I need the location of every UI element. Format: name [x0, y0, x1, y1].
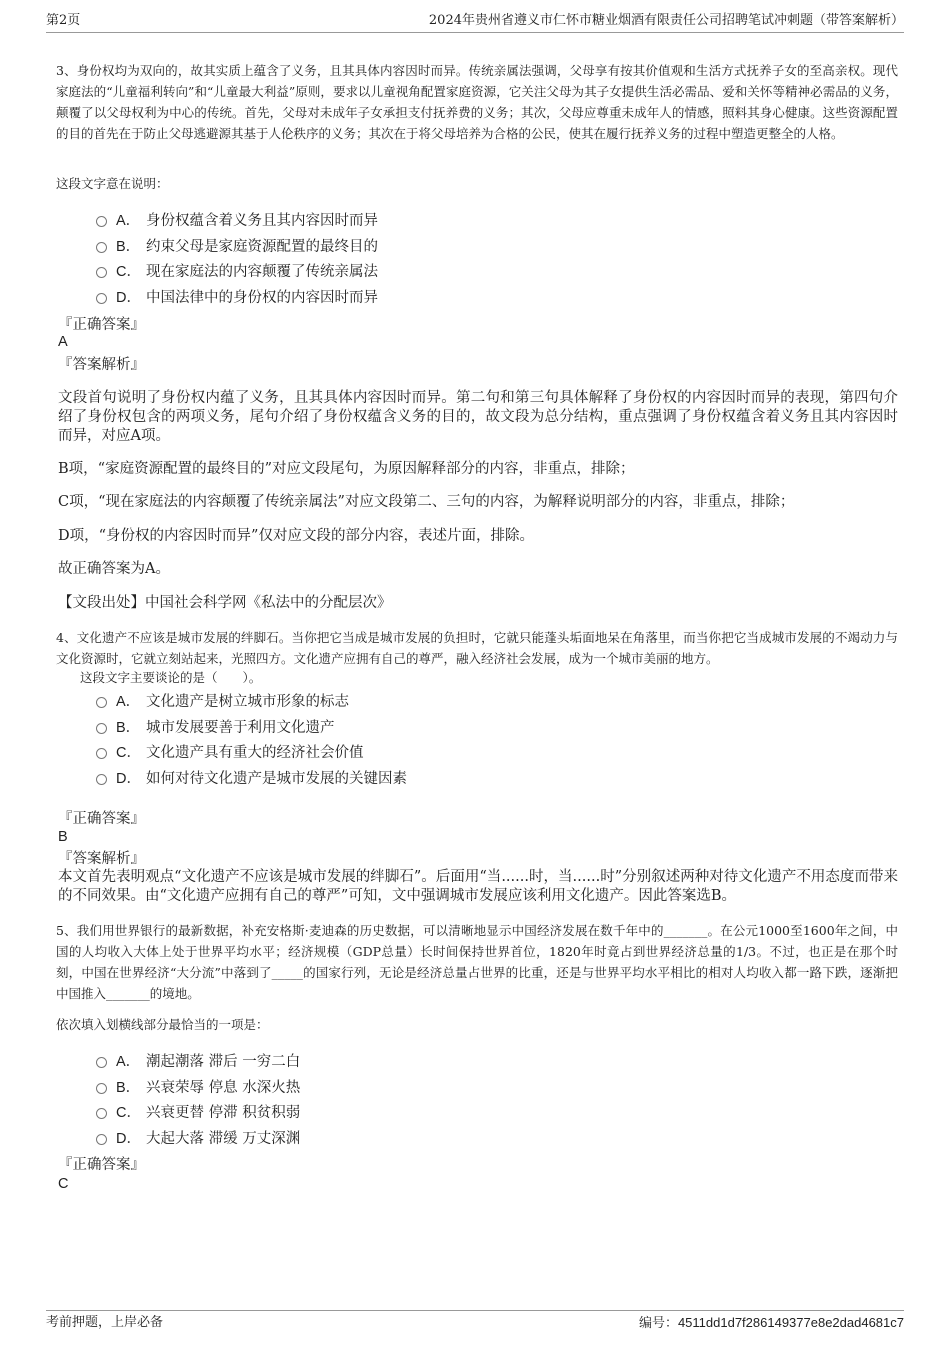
answer-value: B: [58, 829, 68, 845]
radio-icon[interactable]: [96, 293, 107, 304]
question-3-options: [96, 207, 378, 309]
radio-icon[interactable]: [96, 267, 107, 278]
radio-icon[interactable]: [96, 774, 107, 785]
question-5-text: 5、我们用世界银行的最新数据，补充安格斯·麦迪森的历史数据，可以清晰地显示中国经济发展在数千年中的_______。在公元1000至1600年之间，中国的人均收入大体上处于世界平均水平；经济规模（GDP总量）长时间保持世界首位，1820年时竟占到世界经济总量的1/3。不过，也正是在那个时刻，中国在世界经济“大分流”中落到了_____的国家行列，无论是经济总量占世界的比重，还是与世界平均水平相比的相对人均收入都一路下跌，逐渐把中国推入_______的境地。: [56, 923, 898, 1001]
question-5-prompt: 依次填入划横线部分最恰当的一项是：: [56, 1017, 269, 1032]
question-4-prompt: 这段文字主要谈论的是（ ）。: [80, 670, 262, 685]
option-a[interactable]: A． 文化遗产是树立城市形象的标志: [96, 688, 407, 714]
analysis-paragraph: B项，“家庭资源配置的最终目的”对应文段尾句，为原因解释部分的内容，非重点，排除；: [58, 461, 635, 477]
option-d[interactable]: D． 大起大落 滞缓 万丈深渊: [96, 1125, 300, 1151]
question-5-options: [96, 1048, 300, 1150]
radio-icon[interactable]: [96, 1108, 107, 1119]
radio-icon[interactable]: [96, 723, 107, 734]
option-a[interactable]: A． 潮起潮落 滞后 一穷二白: [96, 1048, 300, 1074]
answer-label: 『正确答案』: [58, 317, 145, 333]
option-b[interactable]: B． 兴衰荣辱 停息 水深火热: [96, 1074, 300, 1100]
analysis-paragraph: 本文首先表明观点“文化遗产不应该是城市发展的绊脚石”。后面用“当......时，当......时”分别叙述两种对待文化遗产不用态度而带来的不同效果。由“文化遗产应拥有自己的尊严”可知，文中强调城市发展应该利用文化遗产。因此答案选B。: [58, 869, 898, 904]
option-c[interactable]: C． 文化遗产具有重大的经济社会价值: [96, 739, 407, 765]
analysis-paragraph: 文段首句说明了身份权内蕴了义务，且其具体内容因时而异。第二句和第三句具体解释了身份权的内容因时而异的表现，第四句介绍了身份权包含的两项义务，尾句介绍了身份权蕴含义务的目的，故文段为总分结构，重点强调了身份权蕴含着义务且其内容因时而异，对应A项。: [58, 390, 898, 444]
analysis-label: 『答案解析』: [58, 851, 145, 867]
footer-slogan: 考前押题，上岸必备: [46, 1315, 164, 1330]
source-citation: 【文段出处】中国社会科学网《私法中的分配层次》: [58, 595, 392, 611]
radio-icon[interactable]: [96, 1083, 107, 1094]
analysis-paragraph: D项，“身份权的内容因时而异”仅对应文段的部分内容，表述片面，排除。: [58, 528, 534, 544]
radio-icon[interactable]: [96, 242, 107, 253]
option-c[interactable]: C． 兴衰更替 停滞 积贫积弱: [96, 1099, 300, 1125]
radio-icon[interactable]: [96, 1134, 107, 1145]
option-b[interactable]: B． 城市发展要善于利用文化遗产: [96, 714, 407, 740]
question-3-prompt: 这段文字意在说明：: [56, 176, 169, 191]
analysis-paragraph: 故正确答案为A。: [58, 561, 170, 577]
radio-icon[interactable]: [96, 1057, 107, 1068]
option-d[interactable]: D． 如何对待文化遗产是城市发展的关键因素: [96, 765, 407, 791]
answer-value: A: [58, 334, 68, 350]
answer-label: 『正确答案』: [58, 1157, 145, 1173]
option-c[interactable]: C． 现在家庭法的内容颠覆了传统亲属法: [96, 258, 378, 284]
document-code: 编号：4511dd1d7f286149377e8e2dad4681c7: [638, 1315, 904, 1330]
option-a[interactable]: A． 身份权蕴含着义务且其内容因时而异: [96, 207, 378, 233]
option-b[interactable]: B． 约束父母是家庭资源配置的最终目的: [96, 233, 378, 259]
answer-label: 『正确答案』: [58, 811, 145, 827]
radio-icon[interactable]: [96, 697, 107, 708]
answer-value: C: [58, 1176, 69, 1192]
question-3-text: 3、身份权均为双向的，故其实质上蕴含了义务，且其具体内容因时而异。传统亲属法强调，父母享有按其价值观和生活方式抚养子女的至高亲权。现代家庭法的“儿童福利转向”和“儿童最大利益”原则，要求以儿童视角配置家庭资源，它关注父母为其子女提供生活必需品、爱和关怀等精神必需品的义务，颠覆了以父母权利为中心的传统。首先，父母对未成年子女承担支付抚养费的义务；其次，父母应尊重未成年人的情感，照料其身心健康。这些资源配置的目的首先在于防止父母逃避源其基于人伦秩序的义务；其次在于将父母培养为合格的公民，使其在履行抚养义务的过程中塑造更整全的人格。: [56, 63, 898, 141]
page-header: [46, 12, 904, 33]
radio-icon[interactable]: [96, 216, 107, 227]
radio-icon[interactable]: [96, 748, 107, 759]
page-number: 第2页: [46, 13, 81, 28]
analysis-label: 『答案解析』: [58, 357, 145, 373]
page-footer: [46, 1310, 904, 1333]
option-d[interactable]: D． 中国法律中的身份权的内容因时而异: [96, 284, 378, 310]
question-4-text: 4、文化遗产不应该是城市发展的绊脚石。当你把它当成是城市发展的负担时，它就只能蓬头垢面地呆在角落里，而当你把它当成城市发展的不竭动力与文化资源时，它就立刻站起来，光照四方。文化遗产应拥有自己的尊严，融入经济社会发展，成为一个城市美丽的地方。: [56, 630, 898, 666]
question-4-options: [96, 688, 407, 790]
analysis-paragraph: C项，“现在家庭法的内容颠覆了传统亲属法”对应文段第二、三句的内容，为解释说明部分的内容，非重点，排除；: [58, 494, 795, 510]
document-title: 2024年贵州省遵义市仁怀市糖业烟酒有限责任公司招聘笔试冲刺题（带答案解析）: [428, 13, 904, 28]
